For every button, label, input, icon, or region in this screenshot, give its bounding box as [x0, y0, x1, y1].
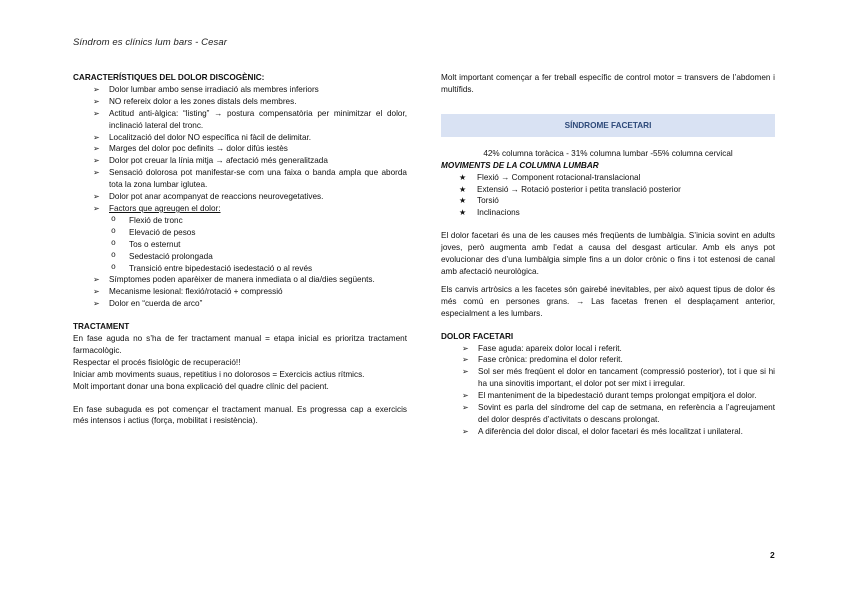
tractament-heading: TRACTAMENT: [73, 322, 130, 332]
movements-heading: MOVIMENTS DE LA COLUMNA LUMBAR: [441, 160, 599, 170]
page-header: Síndrom es clínics lum bars - Cesar: [73, 37, 227, 48]
list-item: ➢ Mecanisme lesional: flexió/rotació + compressió: [73, 286, 407, 298]
tractament-paragraph: En fase aguda no s’ha de fer tractament manual = etapa inicial es prioritza tractament farmacològic.: [73, 334, 407, 355]
factors-list: [73, 215, 407, 275]
dolor-facetari-list: [441, 343, 775, 438]
list-item: ➢ A diferència del dolor discal, el dolor facetari és més localitzat i unilateral.: [441, 426, 775, 438]
tractament-paragraph: Respectar el procés fisiològic de recuperació!!: [73, 357, 241, 367]
list-item: [73, 203, 407, 274]
prevalence-stats: 42% columna toràcica - 31% columna lumbar -55% columna cervical: [483, 148, 733, 158]
list-item: ➢ Dolor en “cuerda de arco”: [73, 298, 407, 310]
list-item: ➢ Actitud anti-àlgica: “listing” → postura compensatòria per minimitzar el dolor, inclinació lateral del tronc.: [73, 108, 407, 132]
page-number: 2: [770, 550, 775, 560]
list-item: ➢ Fase crònica: predomina el dolor referit.: [441, 354, 775, 366]
list-item: o Elevació de pesos: [73, 227, 407, 239]
list-item: ➢ NO refereix dolor a les zones distals dels membres.: [73, 96, 407, 108]
tractament-paragraph: Iniciar amb moviments suaus, repetitius i no dolorosos = Exercicis actius rítmics.: [73, 369, 365, 379]
section-banner: SÍNDROME FACETARI: [441, 114, 775, 137]
list-item: o Sedestació prolongada: [73, 251, 407, 263]
intro-paragraph: Molt important començar a fer treball específic de control motor = transvers de l’abdomen i multífids.: [441, 73, 775, 94]
dolor-facetari-heading: DOLOR FACETARI: [441, 331, 514, 341]
list-item: ➢ Localització del dolor NO específica ni fàcil de delimitar.: [73, 132, 407, 144]
factors-label: Factors que agreugen el dolor:: [109, 203, 221, 213]
movements-list: [441, 172, 775, 220]
dolor-characteristics-list: [73, 84, 407, 310]
list-item: o Transició entre bipedestació isedestació o al revés: [73, 263, 407, 275]
list-item: ★ Flexió → Component rotacional-translacional: [441, 172, 775, 184]
list-item: ➢ Dolor pot anar acompanyat de reaccions neurovegetatives.: [73, 191, 407, 203]
list-item: ➢ Fase aguda: apareix dolor local i referit.: [441, 343, 775, 355]
list-item: ➢ Sol ser més freqüent el dolor en tancament (compressió posterior), tot i que si hi ha una sinovitis important, el dolor pot ser mixt i irregular.: [441, 366, 775, 390]
tractament-paragraph: En fase subaguda es pot començar el tractament manual. Es progressa cap a exercicis més intensos i actius (força, mobilitat i resistència).: [73, 404, 407, 426]
left-column: [73, 72, 407, 427]
body-paragraph: Els canvis artròsics a les facetes són gairebé inevitables, per això aquest tipus de dolor és més comú en persones grans. → Las facetas frenen el desplaçament anterior, especialment a les lumbars.: [441, 284, 775, 318]
list-item: ★ Extensió → Rotació posterior i petita translació posterior: [441, 184, 775, 196]
body-paragraph: El dolor facetari és una de les causes més freqüents de lumbàlgia. S’inicia sovint en adults joves, però augmenta amb l’edat a causa del desgast articular. Amb els anys pot evolucionar des d’una lumbàlgia simple fins a un dolor crònic o fins i tot estenosi de canal amb afectació neurològica.: [441, 231, 775, 276]
list-item: o Tos o esternut: [73, 239, 407, 251]
right-column: [441, 72, 775, 438]
list-item: ➢ Sensació dolorosa pot manifestar-se com una faixa o banda ampla que aborda tota la zona lumbar iglutea.: [73, 167, 407, 191]
list-item: ➢ El manteniment de la bipedestació durant temps prolongat empitjora el dolor.: [441, 390, 775, 402]
list-item: ➢ Marges del dolor poc definits → dolor difús iestès: [73, 143, 407, 155]
list-item: ➢ Dolor lumbar ambo sense irradiació als membres inferiors: [73, 84, 407, 96]
list-item: o Flexió de tronc: [73, 215, 407, 227]
list-item: ➢ Sovint es parla del síndrome del cap de setmana, en referència a l’agreujament del dolor després d’activitats o descans prolongat.: [441, 402, 775, 426]
list-item: ➢ Dolor pot creuar la línia mitja → afectació més generalitzada: [73, 155, 407, 167]
list-item: ➢ Símptomes poden aparèixer de manera inmediata o al dia/dies següents.: [73, 274, 407, 286]
dolor-discogenic-heading: CARACTERÍSTIQUES DEL DOLOR DISCOGÈNIC:: [73, 73, 265, 82]
list-item: ★ Torsió: [441, 195, 775, 207]
list-item: ★ Inclinacions: [441, 207, 775, 219]
tractament-paragraph: Molt important donar una bona explicació del quadre clínic del pacient.: [73, 381, 329, 391]
